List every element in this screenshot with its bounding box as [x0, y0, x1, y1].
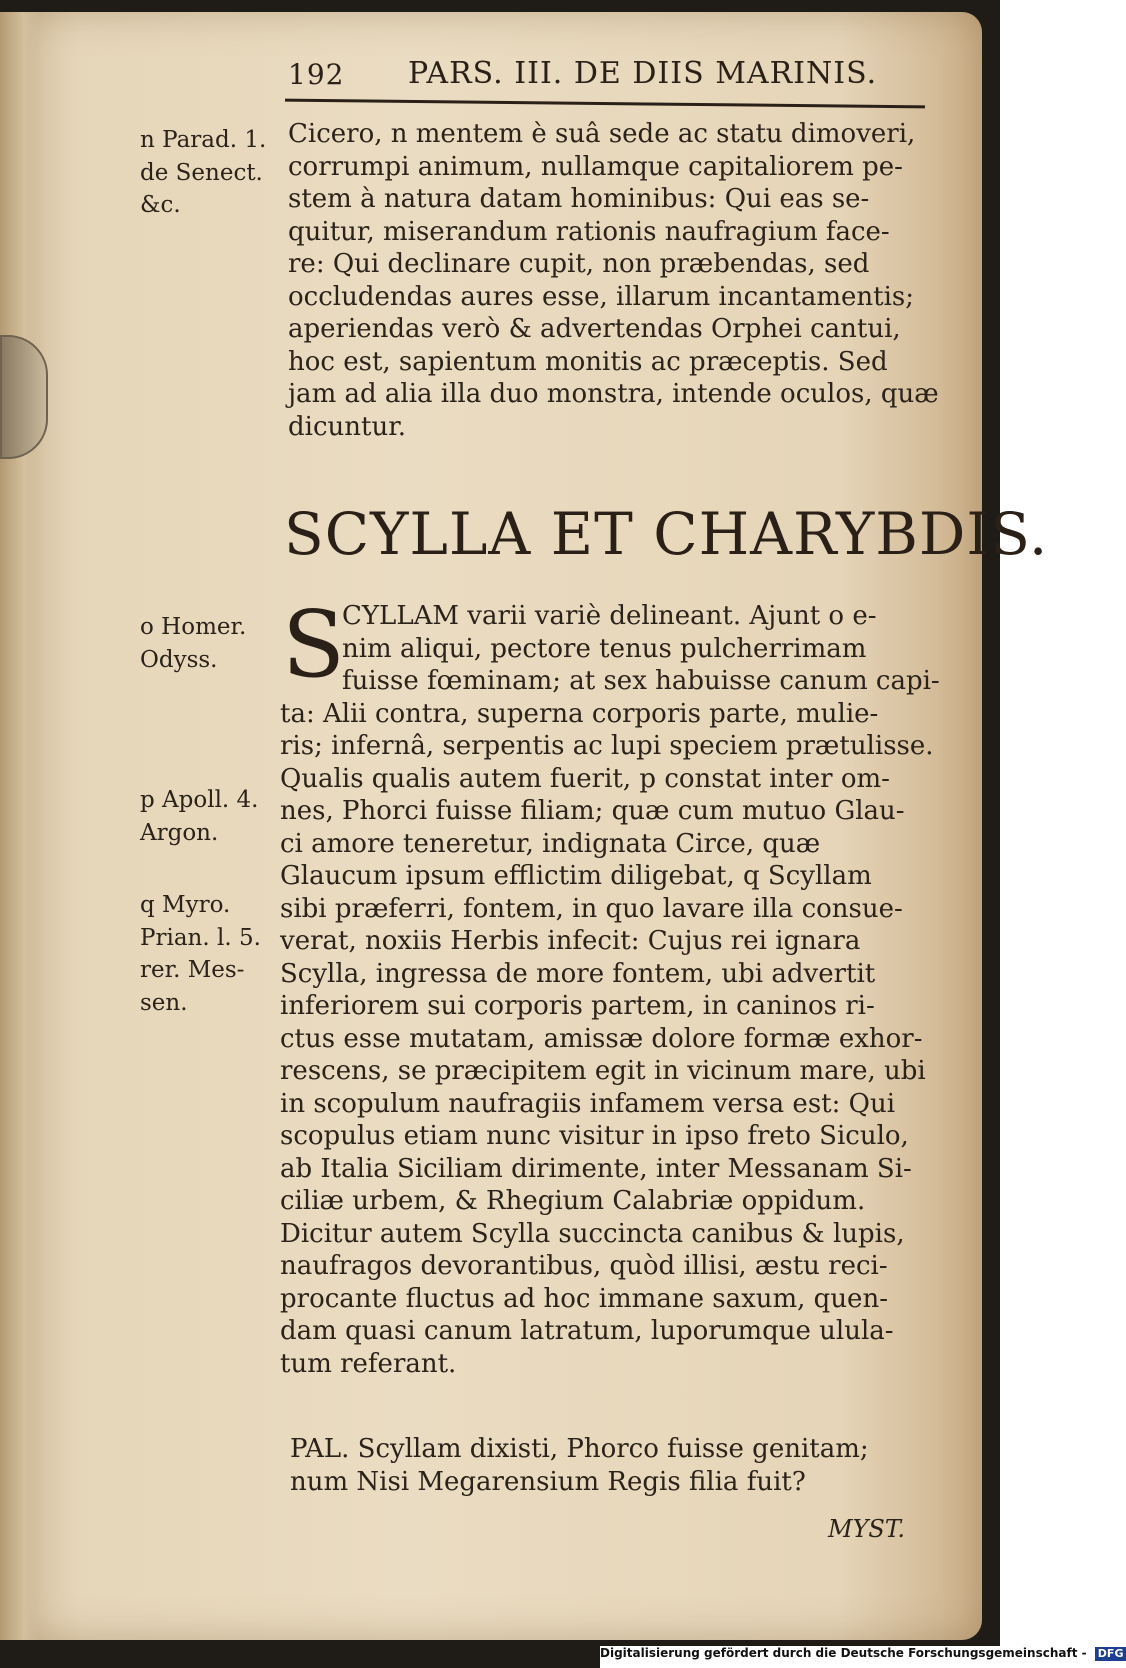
text-line: verat, noxiis Herbis infecit: Cujus rei ignara	[280, 926, 861, 956]
marginal-note-b	[140, 615, 246, 680]
dialogue-line: num Nisi Megarensium Regis filia fuit?	[290, 1466, 806, 1497]
text-line: procante fluctus ad hoc immane saxum, quen-	[280, 1283, 888, 1314]
marginal-line: q Myro.	[140, 892, 231, 918]
text-line: occludendas aures esse, illarum incantamentis;	[288, 281, 915, 312]
text-line: Cicero, n mentem è suâ sede ac statu dimoveri,	[288, 119, 916, 149]
section-title: SCYLLA ET CHARYBDIS.	[284, 500, 1049, 568]
text-line: Glaucum ipsum efflictim diligebat, q Scyllam	[280, 861, 872, 891]
text-line: dicuntur.	[288, 411, 407, 442]
text-line: aperiendas verò & advertendas Orphei cantui,	[288, 314, 901, 344]
text-line: rescens, se præcipitem egit in vicinum mare, ubi	[280, 1056, 926, 1086]
marginal-line: n Parad. 1.	[140, 127, 267, 153]
marginal-line: Argon.	[140, 819, 219, 846]
text-line: naufragos devorantibus, quòd illisi, æstu reci-	[280, 1251, 888, 1281]
catchword: MYST.	[828, 1515, 905, 1543]
text-line: tum referant.	[280, 1348, 457, 1379]
book-clip	[0, 335, 48, 459]
text-line: ciliæ urbem, & Rhegium Calabriæ oppidum.	[280, 1186, 866, 1216]
text-line: corrumpi animum, nullamque capitaliorem pe-	[288, 151, 903, 182]
running-title: PARS. III. DE DIIS MARINIS.	[408, 56, 878, 91]
marginal-line: Odyss.	[140, 646, 218, 673]
marginal-line: Prian. l. 5.	[140, 924, 261, 951]
page-number: 192	[288, 58, 345, 91]
text-line: CYLLAM varii variè delineant. Ajunt o e-	[342, 601, 877, 631]
text-line: quitur, miserandum rationis naufragium face-	[288, 216, 890, 247]
marginal-line: o Homer.	[140, 614, 247, 640]
marginal-line: rer. Mes-	[140, 957, 245, 983]
marginal-line: sen.	[140, 989, 188, 1016]
marginal-line: &c.	[140, 192, 181, 218]
text-line: ta: Alii contra, superna corporis parte, mulie-	[280, 698, 879, 729]
text-line: in scopulum naufragiis infamem versa est: Qui	[280, 1088, 896, 1119]
text-line: ci amore teneretur, indignata Circe, quæ	[280, 828, 821, 859]
text-line: Dicitur autem Scylla succincta canibus & lupis,	[280, 1218, 905, 1249]
dialogue	[290, 1433, 869, 1498]
text-line: stem à natura datam hominibus: Qui eas se-	[288, 184, 870, 214]
digitization-footer	[600, 1646, 1124, 1668]
marginal-line: de Senect.	[140, 159, 263, 186]
body-text-section	[280, 600, 940, 1380]
marginal-line: p Apoll. 4.	[140, 787, 259, 813]
marginal-note-c	[140, 788, 259, 853]
text-line: ctus esse mutatam, amissæ dolore formæ exhor-	[280, 1023, 923, 1054]
drop-cap: S	[282, 591, 346, 698]
text-line: re: Qui declinare cupit, non præbendas, sed	[288, 249, 870, 279]
marginal-note-d	[140, 893, 261, 1023]
body-text-top	[288, 118, 938, 443]
text-line: dam quasi canum latratum, luporumque ulula-	[280, 1316, 894, 1346]
text-line: Qualis qualis autem fuerit, p constat inter om-	[280, 763, 890, 794]
running-header	[288, 50, 938, 100]
marginal-note-a	[140, 128, 266, 226]
text-line: nes, Phorci fuisse filiam; quæ cum mutuo Glau-	[280, 796, 905, 826]
text-line: ris; infernâ, serpentis ac lupi speciem prætulisse.	[280, 731, 934, 761]
text-line: scopulus etiam nunc visitur in ipso freto Siculo,	[280, 1121, 909, 1151]
dialogue-line: PAL. Scyllam dixisti, Phorco fuisse genitam;	[290, 1434, 869, 1464]
text-line: ab Italia Siciliam dirimente, inter Messanam Si-	[280, 1153, 912, 1184]
text-line: Scylla, ingressa de more fontem, ubi advertit	[280, 958, 876, 989]
text-line: sibi præferri, fontem, in quo lavare illa consue-	[280, 893, 903, 924]
footer-text: Digitalisierung gefördert durch die Deutsche Forschungsgemeinschaft -	[600, 1646, 1087, 1660]
text-line: inferiorem sui corporis partem, in caninos ri-	[280, 991, 875, 1021]
text-line: hoc est, sapientum monitis ac præceptis. Sed	[288, 346, 888, 377]
text-line: fuisse fœminam; at sex habuisse canum capi-	[342, 666, 940, 696]
text-line: jam ad alia illa duo monstra, intende oculos, quæ	[288, 379, 939, 409]
text-line: nim aliqui, pectore tenus pulcherrimam	[342, 633, 867, 664]
dfg-logo-icon: DFG	[1095, 1647, 1126, 1661]
page-binding-edge	[0, 12, 40, 1640]
